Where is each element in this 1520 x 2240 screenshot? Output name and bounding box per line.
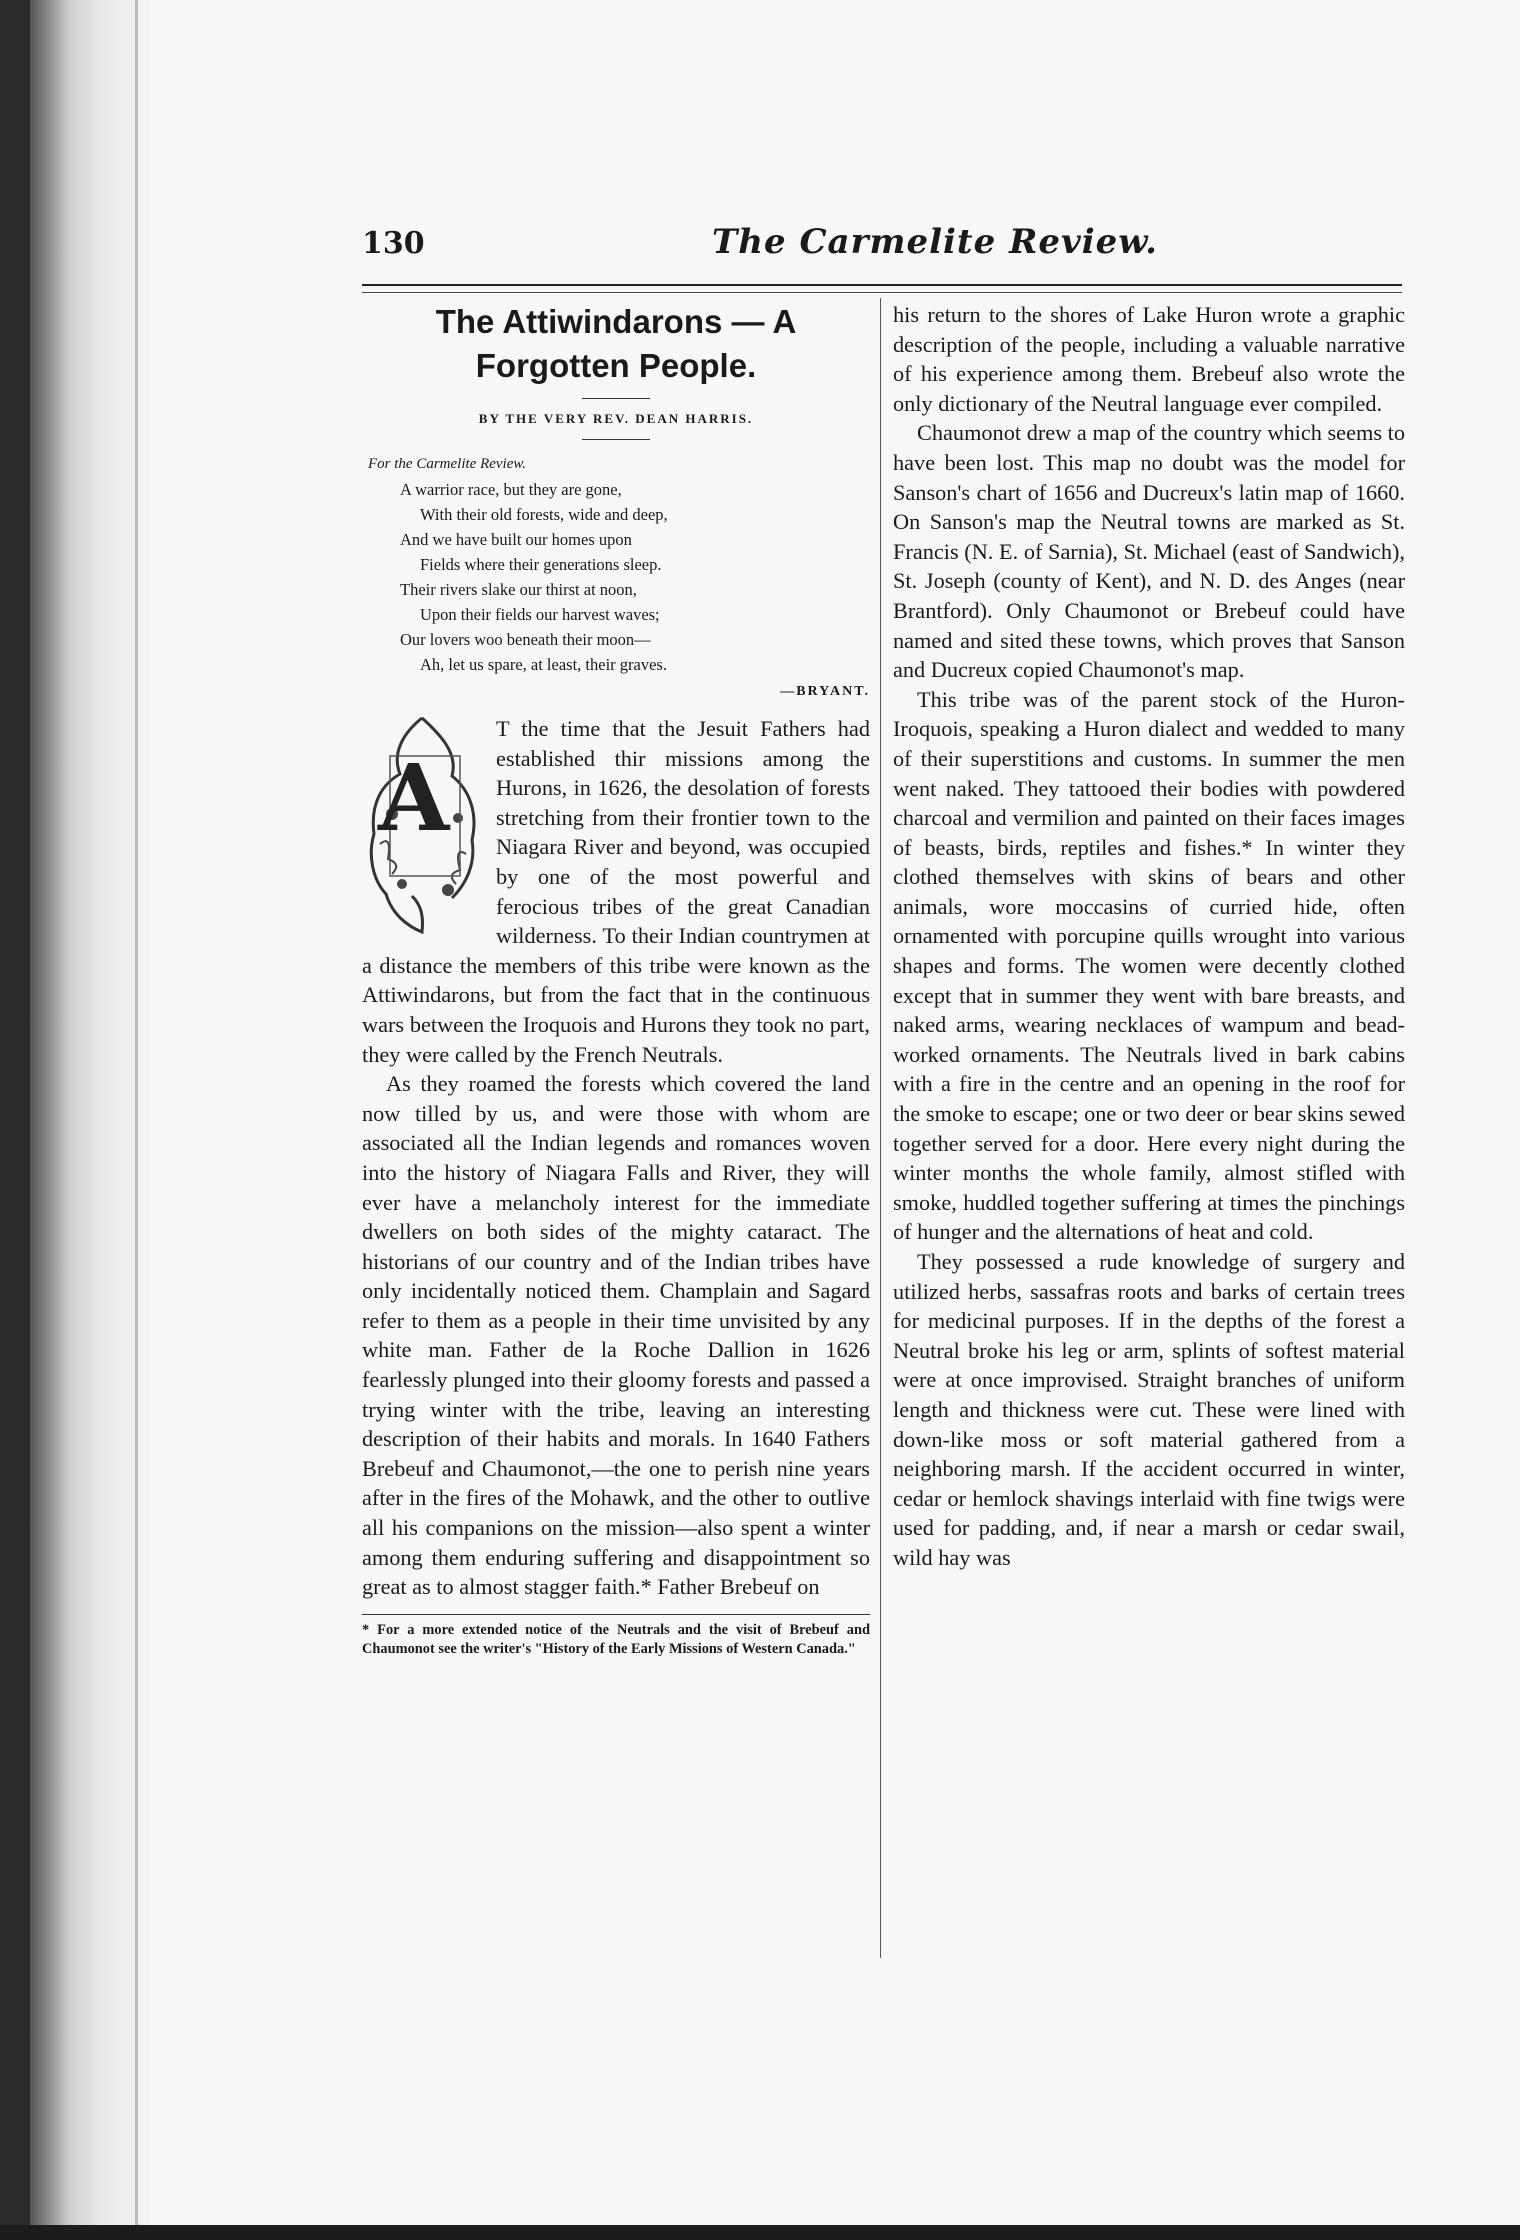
column-divider [880,298,881,1958]
article-body-left [362,714,870,1602]
byline-rule [582,439,650,440]
page-edge-line [135,0,138,2225]
poem-line: Their rivers slake our thirst at noon, [400,580,637,599]
running-title: The Carmelite Review. [712,222,1158,262]
paragraph: As they roamed the forests which covered the land now tilled by us, and were those with whom are associated all the Indian legends and romances woven into the history of Niagara Falls and River, they will ever have a melancholy interest for the immediate dwellers on both sides of the mighty cataract. The historians of our country and of the Indian tribes have only incidentally noticed them. Champlain and Sagard refer to them as a people in their time unvisited by any white man. Father de la Roche Dallion in 1626 fearlessly plunged into their gloomy forests and passed a trying winter with the tribe, leaving an interesting description of their habits and morals. In 1640 Fathers Brebeuf and Chaumonot,—the one to perish nine years after in the fires of the Mohawk, and the other to outlive all his companions on the mission—also spent a winter among them enduring suffering and disappointment so great as to almost stagger faith.* Father Brebeuf on [362,1071,870,1600]
paragraph: They possessed a rude knowledge of surgery and utilized herbs, sassafras roots and barks of certain trees for medicinal purposes. If in the depths of the forest a Neutral broke his leg or arm, splints of softest material were at once improvised. Straight branches of uniform length and thickness were cut. These were lined with down-like moss or soft material gathered from a neighboring marsh. If the accident occurred in winter, cedar or hemlock shavings interlaid with fine twigs were used for padding, and, if near a marsh or cedar swail, wild hay was [893,1249,1405,1570]
scan-bottom-border [0,2225,1520,2240]
title-rule [582,398,650,399]
page-binding-shadow [30,0,150,2225]
paragraph: Chaumonot drew a map of the country which seems to have been lost. This map no doubt was the model for Sanson's chart of 1656 and Ducreux's latin map of 1660. On Sanson's map the Neutral towns are marked as St. Francis (N. E. of Sarnia), St. Michael (east of Sandwich), St. Joseph (county of Kent), and N. D. des Anges (near Brantford). Only Chaumonot or Brebeuf could have named and sited these towns, which proves that Sanson and Ducreux copied Chaumonot's map. [893,420,1405,683]
poem-author: —BRYANT. [780,684,870,699]
paragraph: This tribe was of the parent stock of the Huron-Iroquois, speaking a Huron dialect and wedded to many of their superstitions and customs. In summer the men went naked. They tattooed their bodies with powdered charcoal and vermilion and painted on their faces images of beasts, birds, reptiles and fishes.* In winter they clothed themselves with skins of bears and other animals, wore moccasins of curried hide, often ornamented with porcupine quills wrought into various shapes and forms. The women were decently clothed except that in summer they went with bare breasts, and naked arms, wearing necklaces of wampum and bead-worked ornaments. The Neutrals lived in bark cabins with a fire in the centre and an opening in the roof for the smoke to escape; one or two deer or bear skins sewed together served for a door. Here every night during the winter months the whole family, almost stifled with smoke, huddled together suffering at times the pinchings of hunger and the alternations of heat and cold. [893,686,1405,1245]
poem-line: Upon their fields our harvest waves; [420,605,660,624]
poem-line: With their old forests, wide and deep, [420,505,668,524]
footnote: * For a more extended notice of the Neutrals and the visit of Brebeuf and Chaumonot see the writer's "History of the Early Missions of Western Canada." [362,1621,870,1657]
page-header [362,222,1402,282]
poem-for-line: For the Carmelite Review. [368,456,527,472]
paragraph: T the time that the Jesuit Fathers had established thir missions among the Hurons, in 1626, the desolation of forests stretching from their frontier town to the Niagara River and beyond, was occupied by one of the most powerful and ferocious tribes of the great Canadian wilderness. To their Indian countrymen at a distance the members of this tribe were known as the Attiwindarons, but from the fact that in the continuous wars between the Iroquois and Hurons they took no part, they were called by the French Neutrals. [362,716,870,1067]
poem-line: Ah, let us spare, at least, their graves. [420,655,667,674]
page-number: 130 [362,226,425,261]
ornamental-dropcap [362,714,484,936]
header-rule [362,284,1402,293]
dropcap-letter: A [378,744,450,852]
poem-line: And we have built our homes upon [400,530,632,549]
right-column [893,300,1405,1573]
article-title: The Attiwindarons — A Forgotten People. [435,303,797,384]
paragraph: his return to the shores of Lake Huron wrote a graphic description of the people, including a valuable narrative of his experience among them. Brebeuf also wrote the only dictionary of the Neutral language ever compiled. [893,302,1405,416]
poem-line: Fields where their generations sleep. [420,555,662,574]
footnote-rule [362,1614,870,1615]
epigraph-poem [362,452,870,704]
poem-line: Our lovers woo beneath their moon— [400,630,651,649]
byline: BY THE VERY REV. DEAN HARRIS. [478,411,754,426]
left-column [362,298,870,1659]
poem-line: A warrior race, but they are gone, [400,480,622,499]
